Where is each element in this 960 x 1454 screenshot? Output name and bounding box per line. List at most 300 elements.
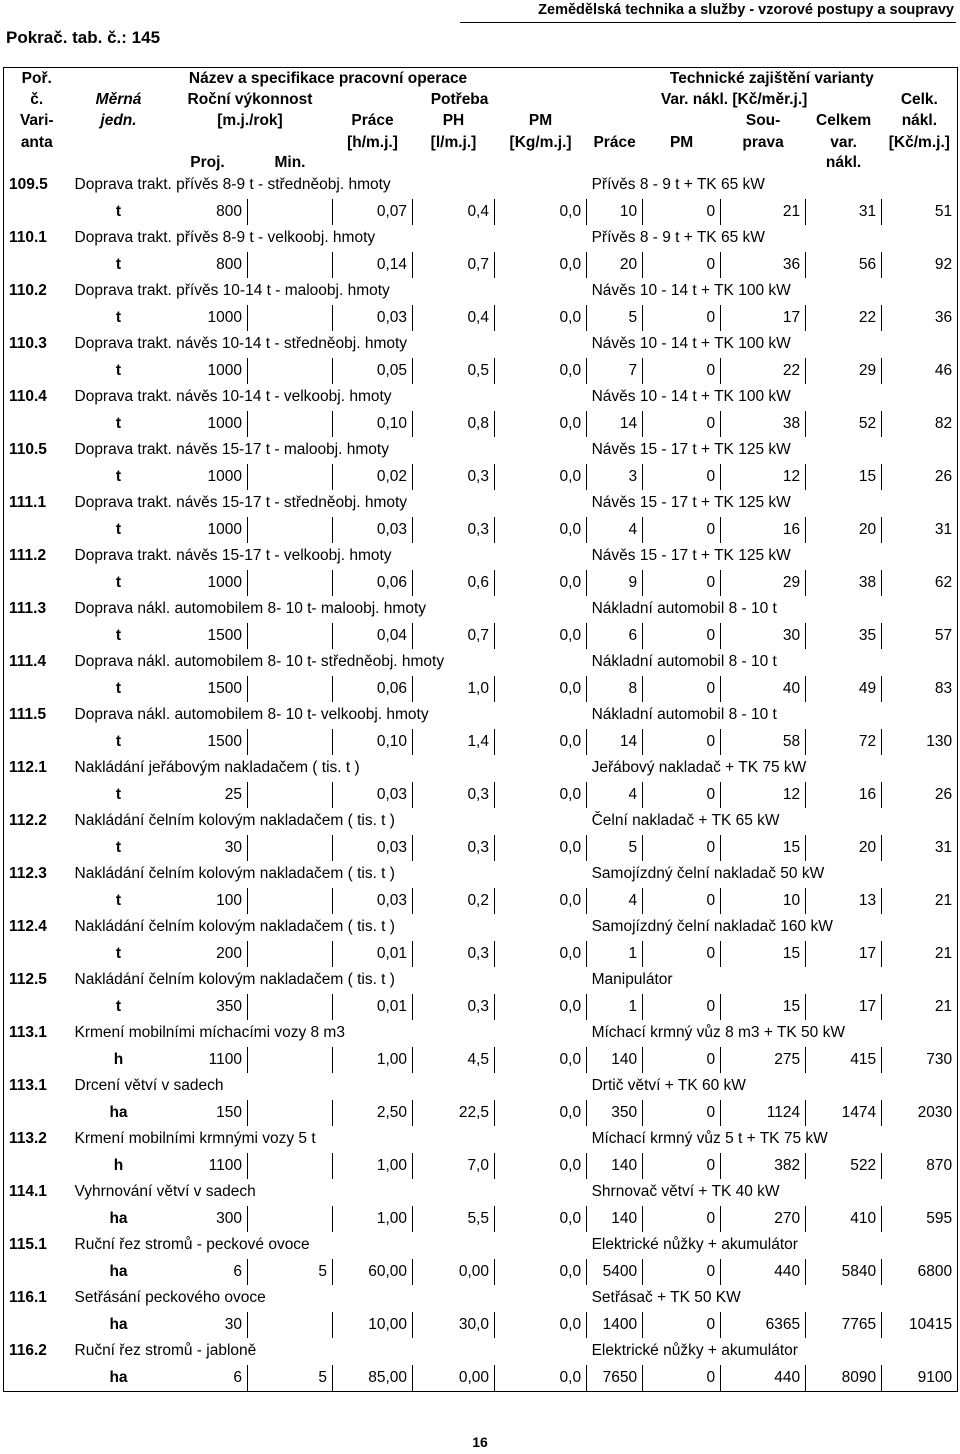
- row-indent: [4, 517, 70, 544]
- operation-name: Ruční řez stromů - peckové ovoce: [74, 1236, 310, 1254]
- tech-equipment: Návěs 10 - 14 t + TK 100 kW: [591, 282, 791, 300]
- variant-title-row: [4, 914, 958, 941]
- min-cell: [248, 1153, 333, 1180]
- ph-cell: 0,6: [413, 570, 495, 597]
- unit-cell: t: [115, 732, 122, 750]
- tech-equipment: Návěs 15 - 17 t + TK 125 kW: [591, 494, 791, 512]
- variant-data-row: [4, 199, 958, 226]
- hdr-por: Poř.: [21, 70, 52, 87]
- souprava-cell: 6365: [721, 1312, 806, 1339]
- variant-title-row: [4, 1338, 958, 1365]
- min-cell: [248, 411, 333, 438]
- variant-title-row: [4, 225, 958, 252]
- hdr-sou-1: Sou-: [745, 112, 781, 129]
- celk-nakl-cell: 595: [882, 1206, 958, 1233]
- prace-cell: 0,03: [333, 517, 413, 544]
- souprava-cell: 15: [721, 835, 806, 862]
- ph-cell: 1,0: [413, 676, 495, 703]
- variant-data-row: [4, 623, 958, 650]
- celkem-var-cell: 38: [806, 570, 882, 597]
- souprava-cell: 10: [721, 888, 806, 915]
- hdr-merna: Měrná: [95, 91, 142, 108]
- variant-title-row: [4, 808, 958, 835]
- row-indent: [4, 1153, 70, 1180]
- var-prace-cell: 5400: [587, 1259, 643, 1286]
- min-cell: [248, 994, 333, 1021]
- var-pm-cell: 0: [643, 464, 721, 491]
- variant-id: 110.4: [9, 388, 47, 406]
- variant-id: 116.2: [9, 1342, 47, 1360]
- prace-cell: 10,00: [333, 1312, 413, 1339]
- row-indent: [4, 1259, 70, 1286]
- hdr-v-prace: Práce: [593, 134, 636, 151]
- min-cell: [248, 1047, 333, 1074]
- celkem-var-cell: 8090: [806, 1365, 882, 1392]
- souprava-cell: 21: [721, 199, 806, 226]
- hdr-proj: Proj.: [190, 154, 225, 171]
- souprava-cell: 1124: [721, 1100, 806, 1127]
- ph-cell: 30,0: [413, 1312, 495, 1339]
- var-prace-cell: 4: [587, 782, 643, 809]
- variant-id: 111.2: [9, 547, 47, 565]
- var-prace-cell: 1400: [587, 1312, 643, 1339]
- pm-cell: 0,0: [495, 1047, 587, 1074]
- celkem-var-cell: 1474: [806, 1100, 882, 1127]
- variant-id: 112.3: [9, 865, 47, 883]
- pm-cell: 0,0: [495, 199, 587, 226]
- variant-title-row: [4, 1126, 958, 1153]
- prace-cell: 0,01: [333, 994, 413, 1021]
- prace-cell: 0,10: [333, 411, 413, 438]
- prace-cell: 60,00: [333, 1259, 413, 1286]
- proj-cell: 1000: [207, 361, 242, 379]
- operation-name: Setřásání peckového ovoce: [74, 1289, 266, 1307]
- min-cell: [248, 729, 333, 756]
- hdr-operation-title: Název a specifikace pracovní operace: [188, 70, 468, 87]
- hdr-cv-1: Celkem: [816, 112, 872, 129]
- celk-nakl-cell: 870: [882, 1153, 958, 1180]
- tech-equipment: Míchací krmný vůz 8 m3 + TK 50 kW: [591, 1024, 845, 1042]
- variant-id: 110.1: [9, 229, 47, 247]
- proj-cell: 1500: [207, 679, 242, 697]
- min-cell: [248, 676, 333, 703]
- prace-cell: 0,02: [333, 464, 413, 491]
- ph-cell: 0,00: [413, 1259, 495, 1286]
- proj-cell: 1500: [207, 626, 242, 644]
- operation-name: Nakládání čelním kolovým nakladačem ( tis. t ): [74, 971, 395, 989]
- unit-cell: t: [115, 838, 122, 856]
- variant-title-row: [4, 861, 958, 888]
- hdr-var-nakl: Var. nákl. [Kč/měr.j.]: [660, 91, 808, 108]
- celkem-var-cell: 17: [806, 994, 882, 1021]
- unit-cell: t: [115, 997, 122, 1015]
- hdr-potreba: Potřeba: [430, 91, 489, 108]
- celkem-var-cell: 72: [806, 729, 882, 756]
- variant-data-row: [4, 941, 958, 968]
- variant-data-row: [4, 676, 958, 703]
- page-number: 16: [472, 1434, 488, 1450]
- var-pm-cell: 0: [643, 941, 721, 968]
- operation-name: Doprava nákl. automobilem 8- 10 t- maloobj. hmoty: [74, 600, 426, 618]
- var-pm-cell: 0: [643, 994, 721, 1021]
- prace-cell: 1,00: [333, 1206, 413, 1233]
- variant-id: 116.1: [9, 1289, 47, 1307]
- tech-equipment: Shrnovač větví + TK 40 kW: [591, 1183, 780, 1201]
- souprava-cell: 382: [721, 1153, 806, 1180]
- proj-cell: 1000: [207, 308, 242, 326]
- variant-id: 114.1: [9, 1183, 47, 1201]
- min-cell: [248, 199, 333, 226]
- souprava-cell: 30: [721, 623, 806, 650]
- min-cell: 5: [248, 1365, 333, 1392]
- hdr-vari: Vari-: [19, 112, 54, 129]
- min-cell: [248, 1312, 333, 1339]
- var-prace-cell: 140: [587, 1047, 643, 1074]
- variant-data-row: [4, 464, 958, 491]
- tech-equipment: Čelní nakladač + TK 65 kW: [591, 812, 780, 830]
- min-cell: [248, 782, 333, 809]
- proj-cell: 6: [233, 1368, 242, 1386]
- proj-cell: 350: [216, 997, 242, 1015]
- ph-cell: 5,5: [413, 1206, 495, 1233]
- operation-name: Nakládání jeřábovým nakladačem ( tis. t ): [74, 759, 360, 777]
- prace-cell: 0,14: [333, 252, 413, 279]
- ph-cell: 0,00: [413, 1365, 495, 1392]
- operation-name: Nakládání čelním kolovým nakladačem ( tis. t ): [74, 918, 395, 936]
- var-prace-cell: 6: [587, 623, 643, 650]
- pm-cell: 0,0: [495, 570, 587, 597]
- proj-cell: 1000: [207, 467, 242, 485]
- pm-cell: 0,0: [495, 782, 587, 809]
- celkem-var-cell: 7765: [806, 1312, 882, 1339]
- hdr-pm-1: PM: [528, 112, 553, 129]
- var-prace-cell: 350: [587, 1100, 643, 1127]
- unit-cell: h: [113, 1156, 124, 1174]
- hdr-vykon-2: [m.j./rok]: [217, 112, 283, 129]
- celkem-var-cell: 52: [806, 411, 882, 438]
- variant-id: 110.3: [9, 335, 47, 353]
- variant-id: 112.1: [9, 759, 47, 777]
- pm-cell: 0,0: [495, 888, 587, 915]
- prace-cell: 0,03: [333, 835, 413, 862]
- variant-id: 111.5: [9, 706, 47, 724]
- celkem-var-cell: 17: [806, 941, 882, 968]
- souprava-cell: 12: [721, 782, 806, 809]
- souprava-cell: 38: [721, 411, 806, 438]
- celk-nakl-cell: 10415: [882, 1312, 958, 1339]
- variant-title-row: [4, 331, 958, 358]
- hdr-tech-title: Technické zajištění varianty: [669, 70, 874, 87]
- unit-cell: ha: [109, 1315, 128, 1333]
- unit-cell: ha: [109, 1262, 128, 1280]
- operation-name: Doprava trakt. návěs 15-17 t - maloobj. hmoty: [74, 441, 389, 459]
- operation-name: Ruční řez stromů - jabloně: [74, 1342, 257, 1360]
- variant-title-row: [4, 384, 958, 411]
- row-indent: [4, 1312, 70, 1339]
- min-cell: [248, 623, 333, 650]
- celk-nakl-cell: 51: [882, 199, 958, 226]
- ph-cell: 0,7: [413, 252, 495, 279]
- tech-equipment: Elektrické nůžky + akumulátor: [591, 1342, 798, 1360]
- pm-cell: 0,0: [495, 358, 587, 385]
- row-indent: [4, 1365, 70, 1392]
- celkem-var-cell: 415: [806, 1047, 882, 1074]
- celkem-var-cell: 22: [806, 305, 882, 332]
- unit-cell: ha: [109, 1209, 128, 1227]
- celk-nakl-cell: 2030: [882, 1100, 958, 1127]
- souprava-cell: 12: [721, 464, 806, 491]
- variant-id: 112.2: [9, 812, 47, 830]
- variant-data-row: [4, 1365, 958, 1392]
- pm-cell: 0,0: [495, 1259, 587, 1286]
- var-pm-cell: 0: [643, 623, 721, 650]
- operation-name: Krmení mobilními míchacími vozy 8 m3: [74, 1024, 345, 1042]
- unit-cell: h: [113, 1050, 124, 1068]
- proj-cell: 1100: [208, 1156, 242, 1174]
- celk-nakl-cell: 83: [882, 676, 958, 703]
- variant-id: 111.1: [9, 494, 47, 512]
- min-cell: [248, 1100, 333, 1127]
- proj-cell: 1000: [207, 520, 242, 538]
- variant-title-row: [4, 967, 958, 994]
- operation-name: Doprava trakt. návěs 15-17 t - velkoobj. hmoty: [74, 547, 392, 565]
- variant-title-row: [4, 649, 958, 676]
- ph-cell: 22,5: [413, 1100, 495, 1127]
- unit-cell: t: [115, 626, 122, 644]
- celkem-var-cell: 15: [806, 464, 882, 491]
- var-prace-cell: 1: [587, 994, 643, 1021]
- variant-title-row: [4, 278, 958, 305]
- var-pm-cell: 0: [643, 358, 721, 385]
- ph-cell: 1,4: [413, 729, 495, 756]
- var-prace-cell: 140: [587, 1206, 643, 1233]
- hdr-ph-1: PH: [442, 112, 465, 129]
- variant-title-row: [4, 543, 958, 570]
- variant-id: 115.1: [9, 1236, 47, 1254]
- prace-cell: 1,00: [333, 1153, 413, 1180]
- proj-cell: 1500: [207, 732, 242, 750]
- celk-nakl-cell: 31: [882, 517, 958, 544]
- tech-equipment: Návěs 10 - 14 t + TK 100 kW: [591, 335, 791, 353]
- pm-cell: 0,0: [495, 464, 587, 491]
- celk-nakl-cell: 36: [882, 305, 958, 332]
- pm-cell: 0,0: [495, 1100, 587, 1127]
- ph-cell: 0,3: [413, 517, 495, 544]
- souprava-cell: 275: [721, 1047, 806, 1074]
- variant-data-row: [4, 782, 958, 809]
- ph-cell: 4,5: [413, 1047, 495, 1074]
- proj-cell: 1000: [207, 573, 242, 591]
- unit-cell: t: [115, 520, 122, 538]
- tech-equipment: Nákladní automobil 8 - 10 t: [591, 653, 777, 671]
- variant-id: 110.5: [9, 441, 47, 459]
- ph-cell: 0,3: [413, 835, 495, 862]
- hdr-celk-3: [Kč/m.j.]: [888, 134, 950, 151]
- row-indent: [4, 252, 70, 279]
- souprava-cell: 40: [721, 676, 806, 703]
- prace-cell: 0,03: [333, 782, 413, 809]
- row-indent: [4, 1206, 70, 1233]
- celk-nakl-cell: 62: [882, 570, 958, 597]
- pm-cell: 0,0: [495, 1153, 587, 1180]
- var-pm-cell: 0: [643, 1100, 721, 1127]
- row-indent: [4, 464, 70, 491]
- unit-cell: t: [115, 467, 122, 485]
- tech-equipment: Drtič větví + TK 60 kW: [591, 1077, 746, 1095]
- operation-name: Vyhrnování větví v sadech: [74, 1183, 256, 1201]
- pm-cell: 0,0: [495, 994, 587, 1021]
- tech-equipment: Samojízdný čelní nakladač 160 kW: [591, 918, 833, 936]
- hdr-ph-2: [l/m.j.]: [430, 134, 477, 151]
- var-prace-cell: 7: [587, 358, 643, 385]
- variant-title-row: [4, 437, 958, 464]
- variant-data-row: [4, 1100, 958, 1127]
- unit-cell: t: [115, 414, 122, 432]
- celk-nakl-cell: 21: [882, 941, 958, 968]
- variant-title-row: [4, 1232, 958, 1259]
- unit-cell: t: [115, 255, 122, 273]
- operations-table: [3, 67, 958, 1392]
- row-indent: [4, 1100, 70, 1127]
- proj-cell: 150: [216, 1103, 242, 1121]
- celk-nakl-cell: 57: [882, 623, 958, 650]
- hdr-prace-2: [h/m.j.]: [347, 134, 398, 151]
- hdr-cv-2: var.: [830, 134, 857, 151]
- pm-cell: 0,0: [495, 941, 587, 968]
- ph-cell: 0,5: [413, 358, 495, 385]
- pm-cell: 0,0: [495, 1312, 587, 1339]
- hdr-cv-3: nákl.: [825, 154, 862, 171]
- variant-data-row: [4, 729, 958, 756]
- celkem-var-cell: 522: [806, 1153, 882, 1180]
- var-prace-cell: 3: [587, 464, 643, 491]
- operation-name: Nakládání čelním kolovým nakladačem ( tis. t ): [74, 812, 395, 830]
- celk-nakl-cell: 730: [882, 1047, 958, 1074]
- row-indent: [4, 676, 70, 703]
- hdr-min: Min.: [274, 154, 306, 171]
- hdr-v-pm: PM: [669, 134, 694, 151]
- var-pm-cell: 0: [643, 570, 721, 597]
- variant-id: 112.5: [9, 971, 47, 989]
- tech-equipment: Nákladní automobil 8 - 10 t: [591, 706, 777, 724]
- unit-cell: ha: [109, 1103, 128, 1121]
- var-prace-cell: 10: [587, 199, 643, 226]
- hdr-prace-1: Práce: [351, 112, 394, 129]
- prace-cell: 0,06: [333, 570, 413, 597]
- prace-cell: 0,06: [333, 676, 413, 703]
- ph-cell: 0,3: [413, 782, 495, 809]
- souprava-cell: 270: [721, 1206, 806, 1233]
- celkem-var-cell: 35: [806, 623, 882, 650]
- row-indent: [4, 941, 70, 968]
- variant-data-row: [4, 1153, 958, 1180]
- row-indent: [4, 358, 70, 385]
- pm-cell: 0,0: [495, 517, 587, 544]
- min-cell: [248, 888, 333, 915]
- row-indent: [4, 305, 70, 332]
- row-indent: [4, 888, 70, 915]
- proj-cell: 1100: [208, 1050, 242, 1068]
- variant-data-row: [4, 835, 958, 862]
- celkem-var-cell: 20: [806, 835, 882, 862]
- hdr-celk-2: nákl.: [901, 112, 938, 129]
- hdr-celk-1: Celk.: [900, 91, 938, 108]
- prace-cell: 0,07: [333, 199, 413, 226]
- souprava-cell: 22: [721, 358, 806, 385]
- celk-nakl-cell: 21: [882, 994, 958, 1021]
- var-pm-cell: 0: [643, 729, 721, 756]
- celkem-var-cell: 49: [806, 676, 882, 703]
- row-indent: [4, 782, 70, 809]
- row-indent: [4, 199, 70, 226]
- prace-cell: 0,03: [333, 305, 413, 332]
- operation-name: Doprava trakt. návěs 15-17 t - středněobj. hmoty: [74, 494, 408, 512]
- variant-data-row: [4, 888, 958, 915]
- var-prace-cell: 5: [587, 835, 643, 862]
- celk-nakl-cell: 46: [882, 358, 958, 385]
- souprava-cell: 36: [721, 252, 806, 279]
- ph-cell: 0,4: [413, 199, 495, 226]
- hdr-pm-2: [Kg/m.j.]: [509, 134, 572, 151]
- var-prace-cell: 14: [587, 411, 643, 438]
- min-cell: [248, 835, 333, 862]
- celk-nakl-cell: 26: [882, 782, 958, 809]
- celk-nakl-cell: 92: [882, 252, 958, 279]
- pm-cell: 0,0: [495, 835, 587, 862]
- tech-equipment: Jeřábový nakladač + TK 75 kW: [591, 759, 807, 777]
- variant-id: 113.1: [9, 1077, 47, 1095]
- table-body: [4, 172, 958, 1392]
- pm-cell: 0,0: [495, 252, 587, 279]
- proj-cell: 800: [216, 255, 242, 273]
- prace-cell: 1,00: [333, 1047, 413, 1074]
- var-prace-cell: 9: [587, 570, 643, 597]
- celkem-var-cell: 31: [806, 199, 882, 226]
- var-pm-cell: 0: [643, 1206, 721, 1233]
- unit-cell: t: [115, 891, 122, 909]
- variant-data-row: [4, 1312, 958, 1339]
- unit-cell: t: [115, 202, 122, 220]
- celkem-var-cell: 29: [806, 358, 882, 385]
- var-pm-cell: 0: [643, 252, 721, 279]
- var-pm-cell: 0: [643, 411, 721, 438]
- unit-cell: t: [115, 944, 122, 962]
- variant-data-row: [4, 358, 958, 385]
- variant-id: 111.3: [9, 600, 47, 618]
- variant-data-row: [4, 1047, 958, 1074]
- prace-cell: 0,01: [333, 941, 413, 968]
- celk-nakl-cell: 21: [882, 888, 958, 915]
- row-indent: [4, 570, 70, 597]
- prace-cell: 85,00: [333, 1365, 413, 1392]
- ph-cell: 7,0: [413, 1153, 495, 1180]
- celk-nakl-cell: 82: [882, 411, 958, 438]
- proj-cell: 100: [216, 891, 242, 909]
- hdr-vykon-1: Roční výkonnost: [187, 91, 313, 108]
- unit-cell: t: [115, 308, 122, 326]
- ph-cell: 0,3: [413, 464, 495, 491]
- proj-cell: 25: [224, 785, 242, 803]
- variant-data-row: [4, 252, 958, 279]
- pm-cell: 0,0: [495, 411, 587, 438]
- ph-cell: 0,8: [413, 411, 495, 438]
- variant-id: 113.2: [9, 1130, 47, 1148]
- souprava-cell: 17: [721, 305, 806, 332]
- unit-cell: t: [115, 573, 122, 591]
- prace-cell: 2,50: [333, 1100, 413, 1127]
- prace-cell: 0,05: [333, 358, 413, 385]
- var-prace-cell: 5: [587, 305, 643, 332]
